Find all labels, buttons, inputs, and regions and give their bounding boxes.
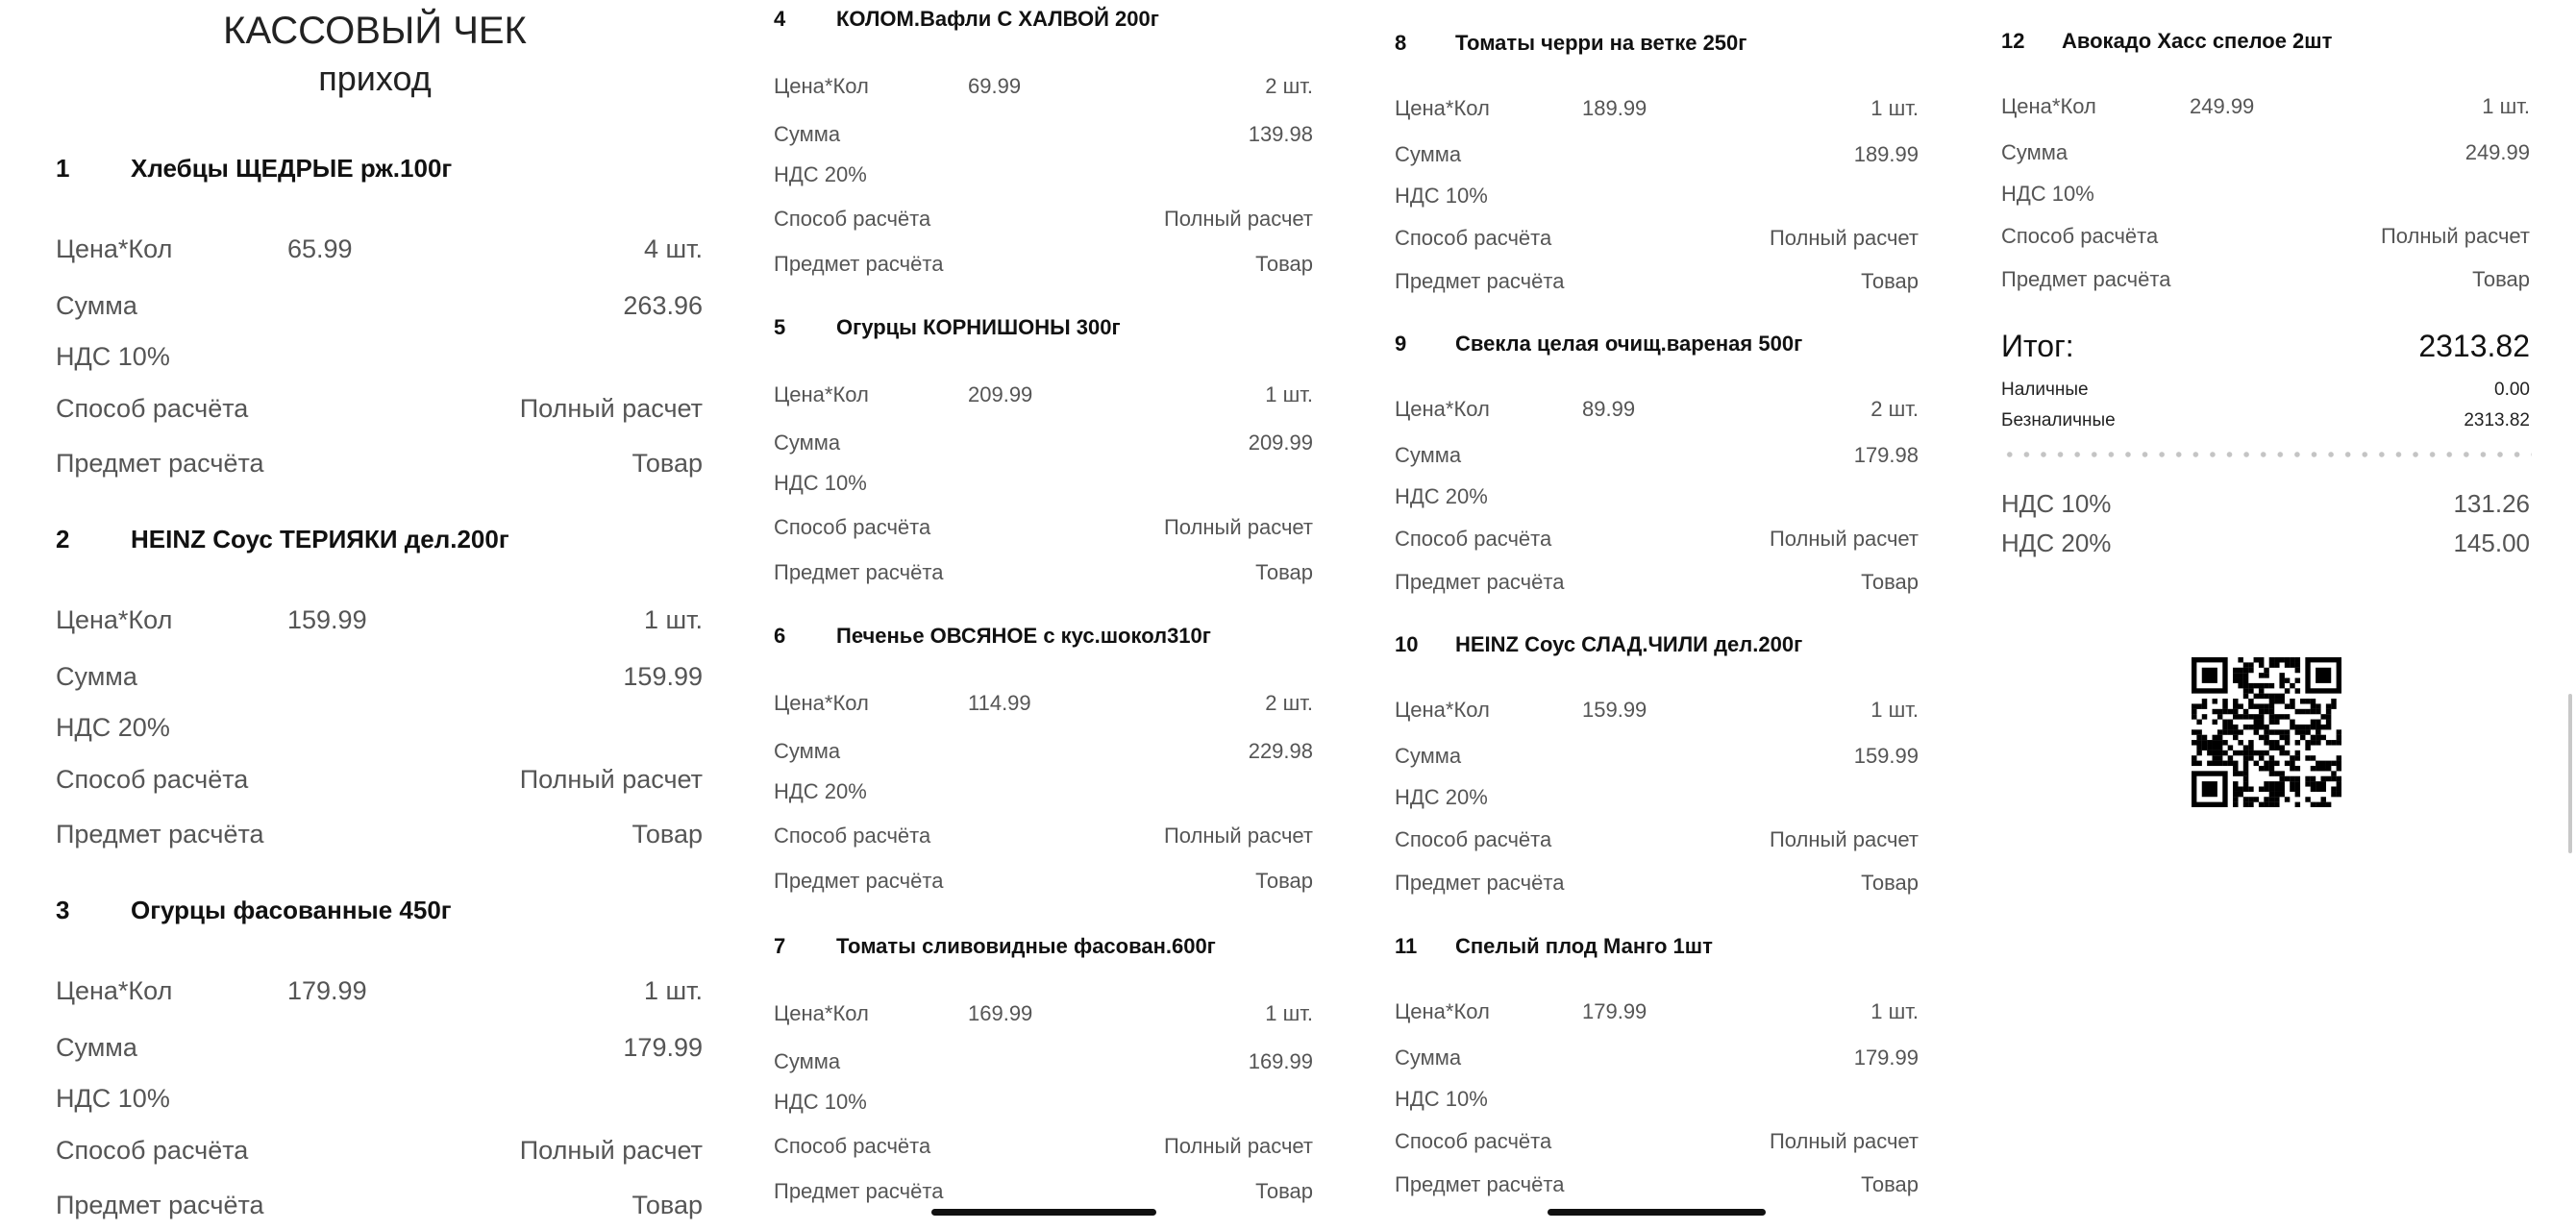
item-vat: НДС 20% (774, 162, 867, 186)
item-price: 114.99 (968, 691, 1031, 715)
payment-subject-label: Предмет расчёта (774, 252, 944, 276)
vat10-total-label: НДС 10% (2001, 489, 2112, 518)
item-quantity: 1 шт. (1870, 698, 1919, 722)
payment-subject-label: Предмет расчёта (1395, 1172, 1565, 1196)
vat20-total-value: 145.00 (2453, 529, 2530, 557)
price-qty-label: Цена*Кол (56, 976, 173, 1005)
scrollbar[interactable] (2568, 694, 2572, 853)
price-qty-label: Цена*Кол (56, 234, 173, 263)
payment-method-label: Способ расчёта (774, 207, 931, 231)
item-quantity: 1 шт. (1265, 382, 1313, 406)
payment-subject-value: Товар (1255, 1179, 1313, 1203)
item-price: 189.99 (1582, 96, 1647, 120)
item-quantity: 2 шт. (1265, 74, 1313, 98)
item-number: 8 (1395, 31, 1407, 55)
item-price: 159.99 (1582, 698, 1647, 722)
item-vat: НДС 10% (56, 342, 170, 371)
price-qty-label: Цена*Кол (774, 691, 869, 715)
item-number: 12 (2001, 29, 2025, 53)
item-name: Авокадо Хасс спелое 2шт (2062, 29, 2333, 53)
item-price: 169.99 (968, 1001, 1033, 1025)
sum-label: Сумма (1395, 1046, 1462, 1070)
payment-subject-value: Товар (632, 449, 703, 478)
item-price: 159.99 (287, 605, 367, 634)
item-price: 179.99 (1582, 999, 1647, 1023)
payment-method-label: Способ расчёта (774, 515, 931, 539)
item-name: Спелый плод Манго 1шт (1455, 934, 1713, 958)
sum-label: Сумма (56, 1033, 137, 1062)
item-number: 11 (1395, 934, 1418, 958)
payment-subject-label: Предмет расчёта (1395, 570, 1565, 594)
payment-method-label: Способ расчёта (56, 1136, 249, 1165)
sum-label: Сумма (774, 430, 841, 455)
item-sum: 169.99 (1248, 1049, 1313, 1073)
sum-label: Сумма (2001, 140, 2068, 164)
payment-subject-value: Товар (632, 1191, 703, 1219)
item-sum: 159.99 (1853, 744, 1919, 768)
payment-method-label: Способ расчёта (774, 824, 931, 848)
sum-label: Сумма (1395, 142, 1462, 166)
item-vat: НДС 10% (1395, 184, 1488, 208)
item-sum: 179.99 (1853, 1046, 1919, 1070)
item-sum: 159.99 (623, 662, 703, 691)
item-price: 249.99 (2190, 94, 2255, 118)
payment-method-value: Полный расчет (1769, 1129, 1919, 1153)
item-price: 65.99 (287, 234, 353, 263)
payment-method-label: Способ расчёта (1395, 527, 1552, 551)
item-price: 209.99 (968, 382, 1033, 406)
payment-method-label: Способ расчёта (56, 765, 249, 794)
sum-label: Сумма (774, 122, 841, 146)
price-qty-label: Цена*Кол (1395, 397, 1490, 421)
item-sum: 139.98 (1248, 122, 1313, 146)
payment-subject-label: Предмет расчёта (1395, 871, 1565, 895)
item-quantity: 4 шт. (643, 234, 703, 263)
sum-label: Сумма (56, 662, 137, 691)
payment-method-value: Полный расчет (519, 765, 703, 794)
payment-subject-value: Товар (1255, 869, 1313, 893)
item-vat: НДС 20% (1395, 785, 1488, 809)
item-vat: НДС 10% (56, 1084, 170, 1113)
item-sum: 263.96 (623, 291, 703, 320)
total-value: 2313.82 (2418, 329, 2530, 363)
item-vat: НДС 20% (56, 713, 170, 742)
item-name: Томаты сливовидные фасован.600г (836, 934, 1216, 958)
price-qty-label: Цена*Кол (774, 382, 869, 406)
item-vat: НДС 10% (2001, 182, 2094, 206)
payment-subject-value: Товар (1861, 570, 1919, 594)
payment-method-label: Способ расчёта (774, 1134, 931, 1158)
qr-code (2192, 657, 2341, 807)
payment-method-label: Способ расчёта (1395, 226, 1552, 250)
payment-subject-label: Предмет расчёта (1395, 269, 1565, 293)
price-qty-label: Цена*Кол (1395, 96, 1490, 120)
home-indicator[interactable] (1548, 1209, 1766, 1216)
payment-method-value: Полный расчет (1163, 207, 1313, 231)
item-name: КОЛОМ.Вафли С ХАЛВОЙ 200г (836, 7, 1159, 31)
receipt-subtitle: приход (318, 59, 432, 98)
item-quantity: 1 шт. (1870, 999, 1919, 1023)
item-name: Хлебцы ЩЕДРЫЕ рж.100г (131, 154, 453, 183)
item-number: 9 (1395, 332, 1407, 356)
item-number: 5 (774, 315, 786, 339)
item-quantity: 2 шт. (1265, 691, 1313, 715)
payment-subject-label: Предмет расчёта (774, 869, 944, 893)
sum-label: Сумма (1395, 744, 1462, 768)
price-qty-label: Цена*Кол (774, 74, 869, 98)
item-number: 6 (774, 624, 786, 648)
item-name: Огурцы фасованные 450г (131, 896, 452, 924)
payment-method-value: Полный расчет (519, 394, 703, 423)
payment-method-value: Полный расчет (2380, 224, 2530, 248)
item-name: HEINZ Соус СЛАД.ЧИЛИ дел.200г (1455, 632, 1803, 656)
payment-subject-label: Предмет расчёта (56, 449, 264, 478)
price-qty-label: Цена*Кол (2001, 94, 2096, 118)
item-vat: НДС 10% (774, 1090, 867, 1114)
payment-method-value: Полный расчет (519, 1136, 703, 1165)
item-name: Огурцы КОРНИШОНЫ 300г (836, 315, 1121, 339)
payment-subject-label: Предмет расчёта (774, 560, 944, 584)
item-name: Печенье ОВСЯНОЕ с кус.шокол310г (836, 624, 1211, 648)
item-number: 1 (56, 154, 70, 183)
item-quantity: 1 шт. (2482, 94, 2530, 118)
item-sum: 179.98 (1853, 443, 1919, 467)
home-indicator[interactable] (931, 1209, 1156, 1216)
item-vat: НДС 20% (774, 779, 867, 803)
payment-method-label: Способ расчёта (1395, 827, 1552, 851)
payment-subject-value: Товар (632, 820, 703, 849)
item-number: 10 (1395, 632, 1419, 656)
payment-subject-label: Предмет расчёта (774, 1179, 944, 1203)
item-vat: НДС 10% (774, 471, 867, 495)
cash-label: Наличные (2001, 380, 2089, 400)
payment-method-value: Полный расчет (1163, 515, 1313, 539)
payment-subject-label: Предмет расчёта (56, 1191, 264, 1219)
card-value: 2313.82 (2464, 410, 2530, 430)
payment-method-value: Полный расчет (1769, 827, 1919, 851)
payment-subject-value: Товар (1861, 269, 1919, 293)
vat20-total-label: НДС 20% (2001, 529, 2112, 557)
item-price: 89.99 (1582, 397, 1636, 421)
item-number: 7 (774, 934, 786, 958)
item-number: 2 (56, 525, 70, 554)
item-vat: НДС 20% (1395, 484, 1488, 508)
price-qty-label: Цена*Кол (1395, 698, 1490, 722)
payment-method-value: Полный расчет (1163, 824, 1313, 848)
payment-subject-label: Предмет расчёта (56, 820, 264, 849)
cash-value: 0.00 (2494, 380, 2530, 400)
sum-label: Сумма (774, 739, 841, 763)
item-sum: 249.99 (2465, 140, 2530, 164)
payment-subject-value: Товар (1255, 252, 1313, 276)
item-quantity: 1 шт. (643, 605, 703, 634)
payment-method-label: Способ расчёта (1395, 1129, 1552, 1153)
item-quantity: 2 шт. (1870, 397, 1919, 421)
item-quantity: 1 шт. (643, 976, 703, 1005)
payment-method-value: Полный расчет (1163, 1134, 1313, 1158)
item-sum: 179.99 (623, 1033, 703, 1062)
receipt-title: КАССОВЫЙ ЧЕК (223, 10, 527, 52)
item-name: Свекла целая очищ.вареная 500г (1455, 332, 1803, 356)
vat10-total-value: 131.26 (2453, 489, 2530, 518)
item-price: 69.99 (968, 74, 1022, 98)
item-name: HEINZ Соус ТЕРИЯКИ дел.200г (131, 525, 509, 554)
sum-label: Сумма (774, 1049, 841, 1073)
item-sum: 229.98 (1248, 739, 1313, 763)
price-qty-label: Цена*Кол (774, 1001, 869, 1025)
payment-subject-value: Товар (1861, 1172, 1919, 1196)
item-vat: НДС 10% (1395, 1087, 1488, 1111)
payment-subject-value: Товар (1255, 560, 1313, 584)
price-qty-label: Цена*Кол (56, 605, 173, 634)
item-number: 4 (774, 7, 786, 31)
payment-subject-value: Товар (2472, 267, 2530, 291)
sum-label: Сумма (1395, 443, 1462, 467)
payment-subject-value: Товар (1861, 871, 1919, 895)
total-label: Итог: (2001, 329, 2074, 363)
item-name: Томаты черри на ветке 250г (1455, 31, 1747, 55)
card-label: Безналичные (2001, 410, 2116, 430)
sum-label: Сумма (56, 291, 137, 320)
dotted-separator (2001, 452, 2532, 457)
item-quantity: 1 шт. (1265, 1001, 1313, 1025)
item-quantity: 1 шт. (1870, 96, 1919, 120)
item-number: 3 (56, 896, 70, 924)
payment-subject-label: Предмет расчёта (2001, 267, 2171, 291)
item-sum: 189.99 (1853, 142, 1919, 166)
price-qty-label: Цена*Кол (1395, 999, 1490, 1023)
item-sum: 209.99 (1248, 430, 1313, 455)
payment-method-value: Полный расчет (1769, 226, 1919, 250)
payment-method-label: Способ расчёта (2001, 224, 2159, 248)
item-price: 179.99 (287, 976, 367, 1005)
payment-method-label: Способ расчёта (56, 394, 249, 423)
payment-method-value: Полный расчет (1769, 527, 1919, 551)
